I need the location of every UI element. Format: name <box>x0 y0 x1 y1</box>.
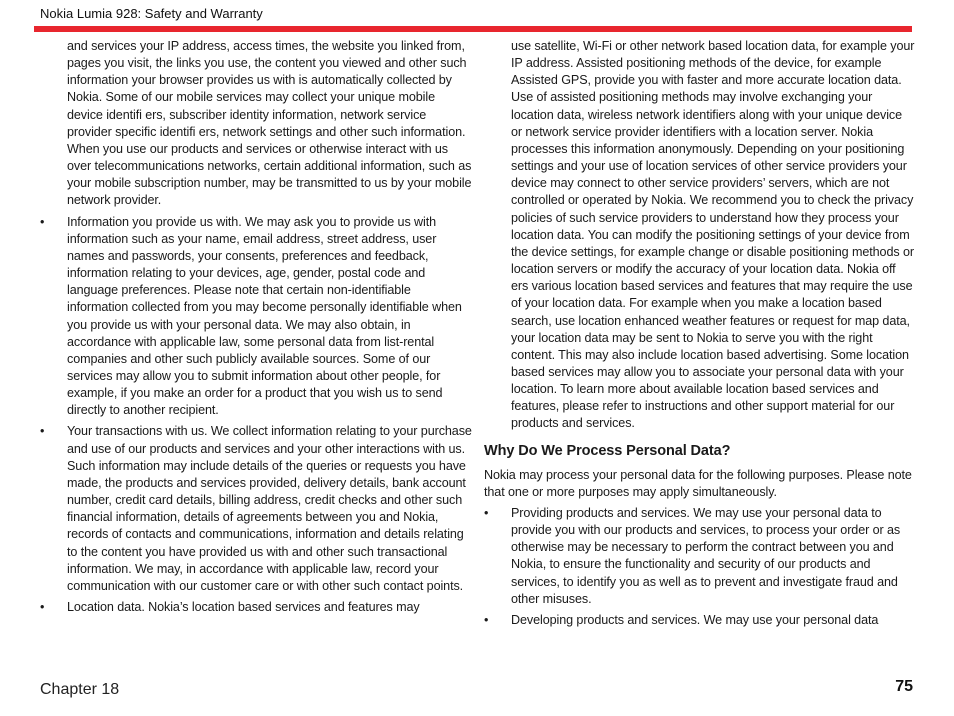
bullet-icon: • <box>40 600 45 614</box>
page-number: 75 <box>895 678 913 695</box>
list-item <box>40 423 472 595</box>
bullet-icon: • <box>40 214 45 229</box>
bullet-icon: • <box>484 612 489 627</box>
left-column <box>40 38 472 616</box>
list-item <box>40 599 472 616</box>
header-rule <box>34 26 912 32</box>
section-intro: Nokia may process your personal data for the following purposes. Please note that one or more purposes may apply simultaneously. <box>484 467 912 499</box>
header-title: Nokia Lumia 928: Safety and Warranty <box>40 6 263 21</box>
list-item <box>484 612 916 629</box>
chapter-label: Chapter 18 <box>40 681 120 698</box>
list-item-text: Providing products and services. We may use your personal data to provide you with our products and services, to process your order or as otherwise may be necessary to perform the contract between you and Nokia, to ensure the functionality and security of our products and services, to identify you as well as to prevent and investigate fraud and other misuses. <box>511 505 901 606</box>
right-continuation-paragraph: use satellite, Wi-Fi or other network based location data, for example your IP address. Assisted positioning methods of the device, for example Assisted GPS, provide you with faster and more accurate location data. Use of assisted positioning methods may involve exchanging your location data, wireless network identifiers along with your unique device or network service provider identifiers with a location server. Nokia processes this information anonymously. Depending on your positioning settings and your use of location services of other service providers your device may connect to other service providers’ servers, which are not controlled or operated by Nokia. We recommend you to check the privacy policies of such service providers to understand how they process your location data. You can modify the positioning settings of your device from the device settings, for example change or disable positioning methods or location servers or modify the accuracy of your location data. Nokia off ers various location based services and features that may require the use of your location data. For example when you make a location based search, use location enhanced weather features or request for map data, your location data may be sent to Nokia to serve you with the right content. This may also include location based advertising. Some location based services may allow you to associate your personal data with your location. To learn more about available location based services and features, please refer to instructions and other support material for our products and services. <box>511 39 915 431</box>
left-continuation-paragraph: and services your IP address, access times, the website you linked from, pages you visit, the links you use, the content you viewed and other such information your browser provides us with is automatically collected by Nokia. Some of our mobile services may collect your unique mobile device identifi ers, subscriber identity information, network service provider specific identifi ers, network settings and other such information. When you use our products and services or otherwise interact with us over telecommunications networks, certain additional information, such as your mobile subscription number, may be transmitted to us by your mobile network provider. <box>67 39 472 208</box>
list-item <box>40 214 472 420</box>
list-item-text: Your transactions with us. We collect information relating to your purchase and use of our products and services and your other interactions with us. Such information may include details of the queries or requests you have made, the products and services provided, delivery details, bank account number, credit card details, billing address, credit checks and other such financial information, details of agreements between you and Nokia, records of contacts and communications, information and details relating to the content you have provided us with and other such transactional information. We may, in accordance with applicable law, record your communication with our customer care or with other such contact points. <box>67 424 472 593</box>
section-heading: Why Do We Process Personal Data? <box>484 442 731 459</box>
list-item-text: Location data. Nokia’s location based services and features may <box>67 600 420 614</box>
list-item-text: Information you provide us with. We may ask you to provide us with information such as your name, email address, street address, user names and passwords, your consents, preferences and feedback, information relating to your devices, age, gender, postal code and language preferences. Please note that certain non-identifiable information collected from you may become personally identifiable when you provide us with your personal data. We may also obtain, in accordance with applicable law, some personal data from list-rental companies and other such publicly available sources. Some of our services may allow you to submit information about other people, for example, if you make an order for a product that you wish us to send directly to another recipient. <box>67 214 462 418</box>
list-item-text: Developing products and services. We may use your personal data <box>511 612 879 627</box>
bullet-icon: • <box>40 424 45 439</box>
bullet-icon: • <box>484 505 489 520</box>
list-item <box>484 505 916 608</box>
right-column <box>484 38 916 629</box>
